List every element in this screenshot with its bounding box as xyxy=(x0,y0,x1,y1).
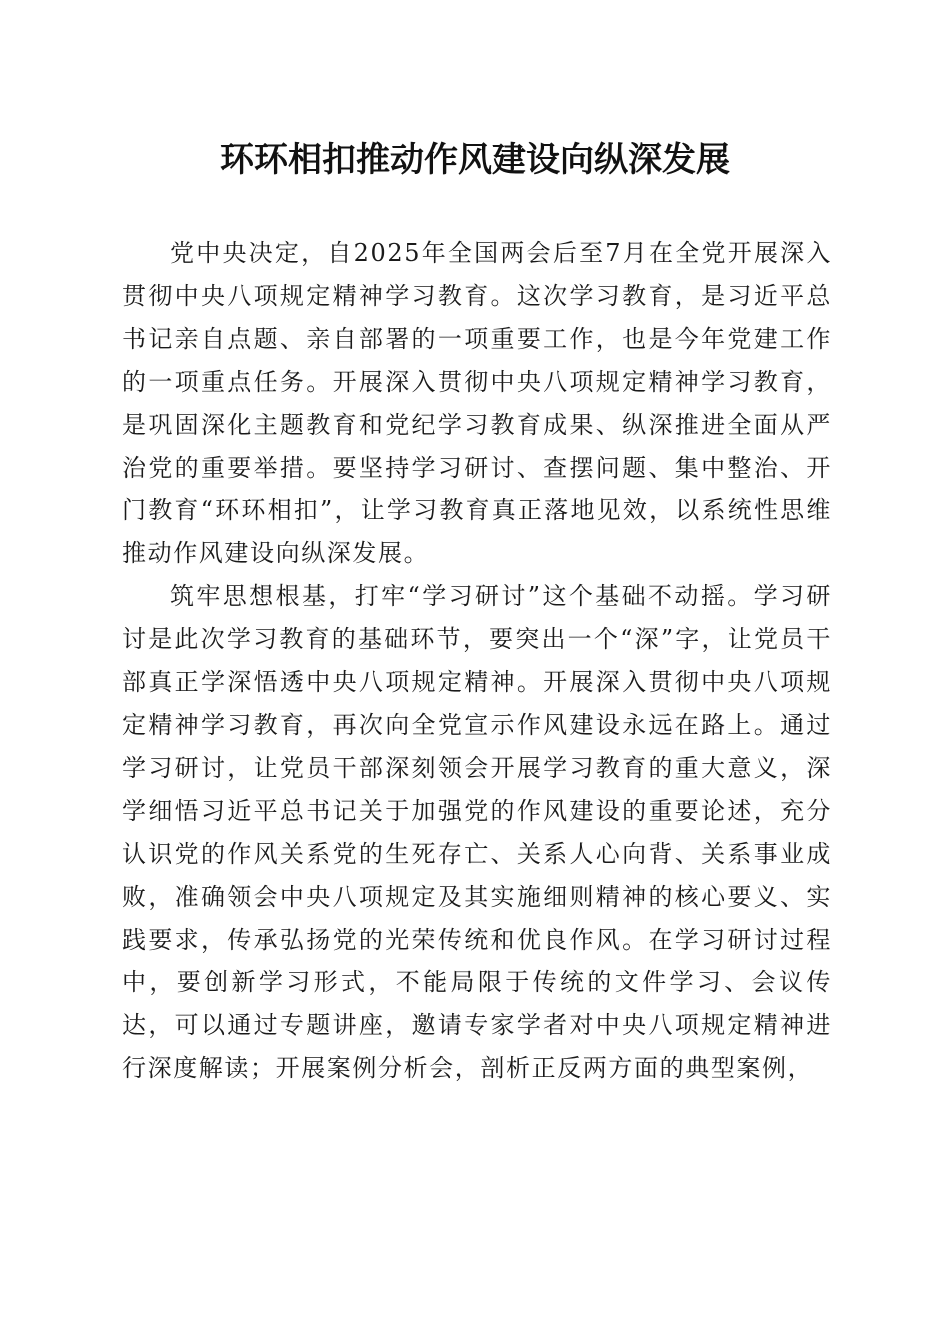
paragraph-intro: 党中央决定，自2025年全国两会后至7月在全党开展深入贯彻中央八项规定精神学习教育。这次学习教育，是习近平总书记亲自点题、亲自部署的一项重要工作，也是今年党建工作的一项重点任务。开展深入贯彻中央八项规定精神学习教育，是巩固深化主题教育和党纪学习教育成果、纵深推进全面从严治党的重要举措。要坚持学习研讨、查摆问题、集中整治、开门教育“环环相扣”，让学习教育真正落地见效，以系统性思维推动作风建设向纵深发展。 xyxy=(122,239,832,568)
document-body xyxy=(122,232,832,1090)
document-title: 环环相扣推动作风建设向纵深发展 xyxy=(220,140,730,180)
paragraph-study-discussion: 筑牢思想根基，打牢“学习研讨”这个基础不动摇。学习研讨是此次学习教育的基础环节，要突出一个“深”字，让党员干部真正学深悟透中央八项规定精神。开展深入贯彻中央八项规定精神学习教育，再次向全党宣示作风建设永远在路上。通过学习研讨，让党员干部深刻领会开展学习教育的重大意义，深学细悟习近平总书记关于加强党的作风建设的重要论述，充分认识党的作风关系党的生死存亡、关系人心向背、关系事业成败，准确领会中央八项规定及其实施细则精神的核心要义、实践要求，传承弘扬党的光荣传统和优良作风。在学习研讨过程中，要创新学习形式，不能局限于传统的文件学习、会议传达，可以通过专题讲座，邀请专家学者对中央八项规定精神进行深度解读；开展案例分析会，剖析正反两方面的典型案例， xyxy=(122,582,832,1083)
